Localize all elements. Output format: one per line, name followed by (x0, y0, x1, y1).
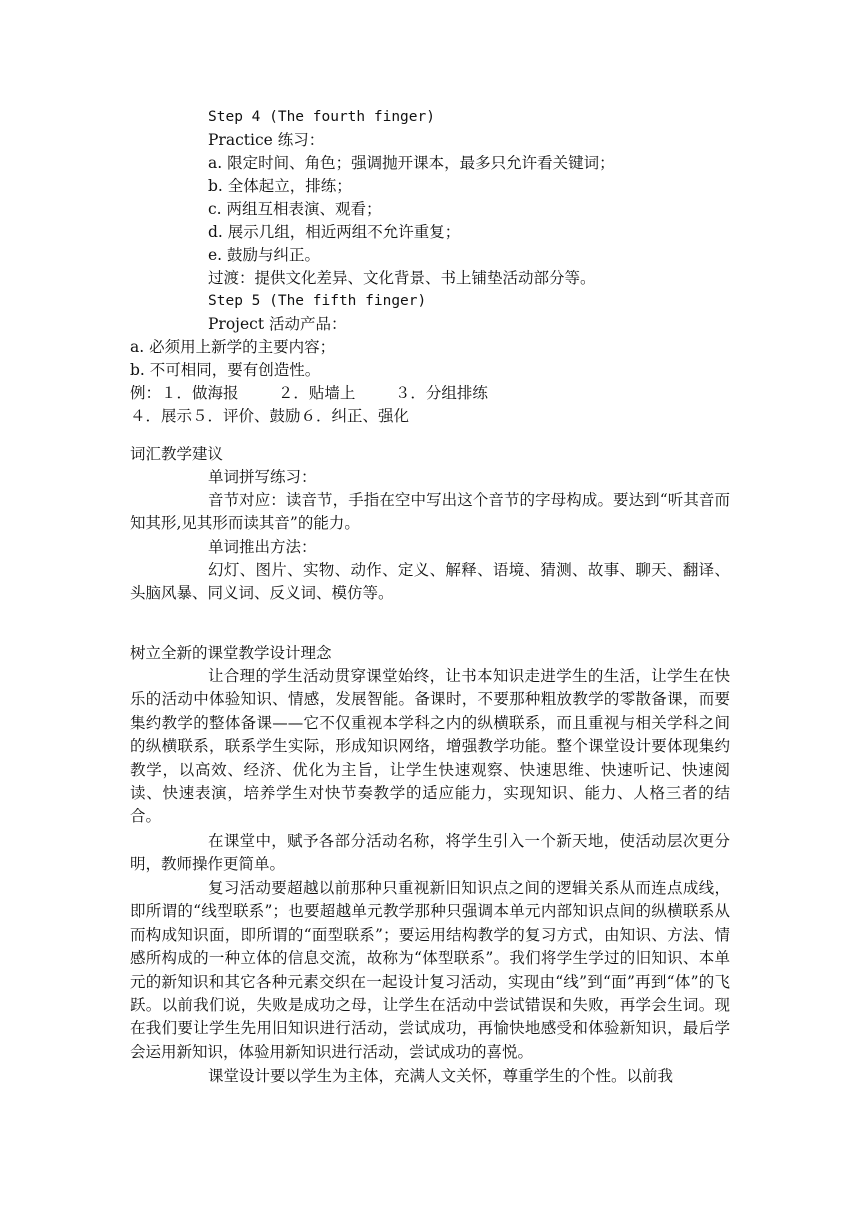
design-paragraph-4: 课堂设计要以学生为主体，充满人文关怀，尊重学生的个性。以前我 (208, 1067, 674, 1085)
project-item-b: b. 不可相同，要有创造性。 (130, 361, 321, 379)
step4-title: Step 4 (The fourth finger) (208, 109, 435, 125)
practice-label: Practice 练习： (208, 131, 325, 149)
vocab-heading: 词汇教学建议 (130, 445, 224, 463)
spelling-paragraph: 音节对应：读音节，手指在空中写出这个音节的字母构成。要达到“听其音而知其形,见其形而读其音”的能力。 (130, 491, 730, 533)
step5-title: Step 5 (The fifth finger) (208, 293, 427, 309)
practice-item-d: d. 展示几组，相近两组不允许重复； (208, 223, 461, 241)
practice-item-b: b. 全体起立，排练； (208, 177, 352, 195)
method-label: 单词推出方法： (208, 538, 317, 556)
practice-item-e: e. 鼓励与纠正。 (208, 246, 321, 264)
project-label: Project 活动产品： (208, 315, 347, 333)
example-line-1: 例：１．做海报 ２．贴墙上 ３．分组排练 (130, 384, 488, 402)
design-paragraph-3: 复习活动要超越以前那种只重视新旧知识点之间的逻辑关系从而连点成线，即所谓的“线型联系”；也要超越单元教学那种只强调本单元内部知识点间的纵横联系从而构成知识面，即所谓的“面型联系”；要运用结构教学的复习方式，由知识、方法、情感所构成的一种立体的信息交流，故称为“体型联系”。我们将学生学过的旧知识、本单元的新知识和其它各种元素交织在一起设计复习活动，实现由“线”到“面”再到“体”的飞跃。以前我们说，失败是成功之母，让学生在活动中尝试错误和失败，再学会生词。现在我们要让学生先用旧知识进行活动，尝试成功，再愉快地感受和体验新知识，最后学会运用新知识，体验用新知识进行活动，尝试成功的喜悦。 (130, 879, 730, 1061)
project-item-a: a. 必须用上新学的主要内容； (130, 338, 336, 356)
transition-text: 过渡：提供文化差异、文化背景、书上铺垫活动部分等。 (208, 269, 596, 287)
design-paragraph-2: 在课堂中，赋予各部分活动名称，将学生引入一个新天地，使活动层次更分明，教师操作更简单。 (130, 832, 730, 874)
practice-item-a: a. 限定时间、角色；强调抛开课本，最多只允许看关键词； (208, 154, 615, 172)
method-paragraph: 幻灯、图片、实物、动作、定义、解释、语境、猜测、故事、聊天、翻译、头脑风暴、同义词、反义词、模仿等。 (130, 561, 730, 603)
practice-item-c: c. 两组互相表演、观看； (208, 200, 382, 218)
design-paragraph-1: 让合理的学生活动贯穿课堂始终，让书本知识走进学生的生活，让学生在快乐的活动中体验知识、情感，发展智能。备课时，不要那种粗放教学的零散备课，而要集约教学的整体备课——它不仅重视本学科之内的纵横联系，而且重视与相关学科之间的纵横联系，联系学生实际，形成知识网络，增强教学功能。整个课堂设计要体现集约教学，以高效、经济、优化为主旨，让学生快速观察、快速思维、快速听记、快速阅读、快速表演，培养学生对快节奏教学的适应能力，实现知识、能力、人格三者的结合。 (130, 667, 730, 826)
spelling-label: 单词拼写练习： (208, 468, 317, 486)
example-line-2: ４．展示５．评价、鼓励６．纠正、强化 (130, 407, 410, 425)
design-heading: 树立全新的课堂教学设计理念 (130, 644, 332, 662)
